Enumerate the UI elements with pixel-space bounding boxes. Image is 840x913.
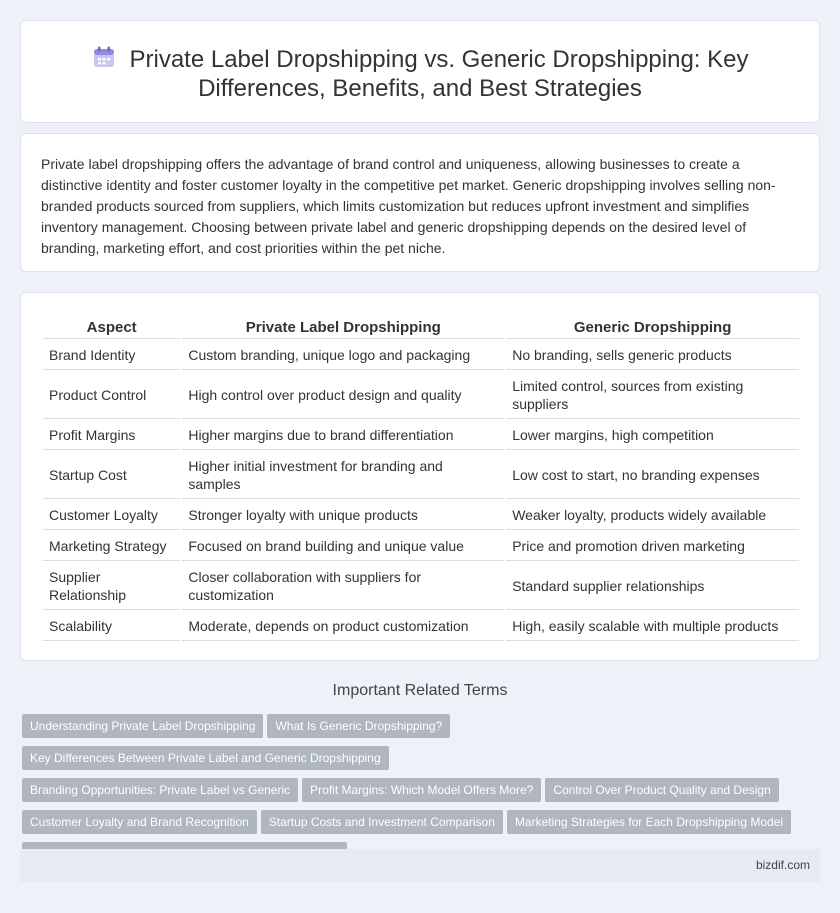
- generic-cell: Weaker loyalty, products widely available: [506, 501, 799, 530]
- intro-card: [20, 133, 820, 272]
- header-private-label: Private Label Dropshipping: [182, 315, 504, 339]
- table-row: [43, 421, 799, 450]
- related-term-tag[interactable]: Customer Loyalty and Brand Recognition: [22, 810, 257, 834]
- generic-cell: Price and promotion driven marketing: [506, 532, 799, 561]
- page-title-line1: Private Label Dropshipping vs. Generic Dropshipping: Key: [129, 46, 749, 73]
- table-row: [43, 341, 799, 370]
- table-row: [43, 501, 799, 530]
- aspect-cell: Profit Margins: [43, 421, 180, 450]
- aspect-cell: Customer Loyalty: [43, 501, 180, 530]
- aspect-cell: Supplier Relationship: [43, 563, 180, 610]
- related-term-tag[interactable]: What Is Generic Dropshipping?: [267, 714, 450, 738]
- calendar-icon: [92, 45, 116, 69]
- header-aspect: Aspect: [43, 315, 180, 339]
- table-row: [43, 612, 799, 641]
- generic-cell: No branding, sells generic products: [506, 341, 799, 370]
- related-term-tag[interactable]: Profit Margins: Which Model Offers More?: [302, 778, 541, 802]
- related-term-tag[interactable]: Marketing Strategies for Each Dropshipping Model: [507, 810, 791, 834]
- private-label-cell: Higher margins due to brand differentiation: [182, 421, 504, 450]
- generic-cell: Low cost to start, no branding expenses: [506, 452, 799, 499]
- related-term-tag[interactable]: Key Differences Between Private Label and Generic Dropshipping: [22, 746, 389, 770]
- generic-cell: Limited control, sources from existing suppliers: [506, 372, 799, 419]
- page-title-line2: Differences, Benefits, and Best Strategies: [198, 75, 642, 102]
- aspect-cell: Startup Cost: [43, 452, 180, 499]
- generic-cell: Standard supplier relationships: [506, 563, 799, 610]
- private-label-cell: Focused on brand building and unique value: [182, 532, 504, 561]
- intro-paragraph: Private label dropshipping offers the advantage of brand control and uniqueness, allowing businesses to create a distinctive identity and foster customer loyalty in the competitive pet market. Generic dropshipping involves selling non-branded products sourced from suppliers, which limits customization but reduces upfront investment and simplifies inventory management. Choosing between private label and generic dropshipping depends on the desired level of branding, marketing effort, and cost priorities within the pet niche.: [41, 156, 776, 256]
- generic-cell: Lower margins, high competition: [506, 421, 799, 450]
- generic-cell: High, easily scalable with multiple products: [506, 612, 799, 641]
- comparison-table: [41, 313, 801, 643]
- private-label-cell: Stronger loyalty with unique products: [182, 501, 504, 530]
- title-card: [20, 20, 820, 123]
- aspect-cell: Scalability: [43, 612, 180, 641]
- private-label-cell: Custom branding, unique logo and packaging: [182, 341, 504, 370]
- footer-site-link[interactable]: bizdif.com: [755, 858, 810, 872]
- page-title: [21, 45, 819, 103]
- table-header-row: [43, 315, 799, 339]
- aspect-cell: Marketing Strategy: [43, 532, 180, 561]
- related-term-tag[interactable]: Control Over Product Quality and Design: [545, 778, 778, 802]
- private-label-cell: Closer collaboration with suppliers for customization: [182, 563, 504, 610]
- aspect-cell: Brand Identity: [43, 341, 180, 370]
- related-term-tag[interactable]: Branding Opportunities: Private Label vs Generic: [22, 778, 298, 802]
- related-term-tag[interactable]: Understanding Private Label Dropshipping: [22, 714, 263, 738]
- table-row: [43, 532, 799, 561]
- table-row: [43, 563, 799, 610]
- header-generic: Generic Dropshipping: [506, 315, 799, 339]
- table-row: [43, 372, 799, 419]
- related-terms-heading: Important Related Terms: [332, 682, 508, 699]
- private-label-cell: Higher initial investment for branding and samples: [182, 452, 504, 499]
- footer-bar: [20, 849, 820, 882]
- table-row: [43, 452, 799, 499]
- private-label-cell: High control over product design and quality: [182, 372, 504, 419]
- comparison-card: [20, 292, 820, 661]
- related-term-tag[interactable]: Startup Costs and Investment Comparison: [261, 810, 503, 834]
- private-label-cell: Moderate, depends on product customization: [182, 612, 504, 641]
- aspect-cell: Product Control: [43, 372, 180, 419]
